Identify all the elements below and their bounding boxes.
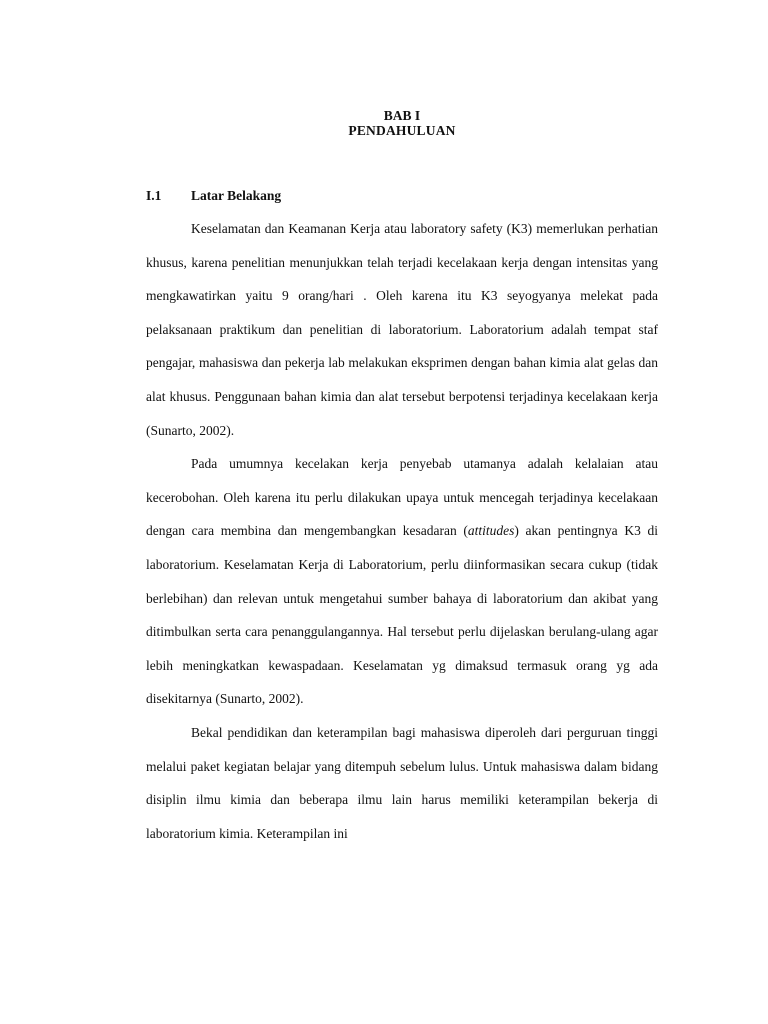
paragraph-1: Keselamatan dan Keamanan Kerja atau laboratory safety (K3) memerlukan perhatian khusus, karena penelitian menunjukkan telah terjadi kecelakaan kerja dengan intensitas yang mengkawatirkan yaitu 9 orang/hari . Oleh karena itu K3 seyogyanya melekat pada pelaksanaan praktikum dan penelitian di laboratorium. Laboratorium adalah tempat staf pengajar, mahasiswa dan pekerja lab melakukan eksprimen dengan bahan kimia alat gelas dan alat khusus. Penggunaan bahan kimia dan alat tersebut berpotensi terjadinya kecelakaan kerja (Sunarto, 2002). [146, 221, 658, 438]
chapter-title: PENDAHULUAN [348, 123, 456, 138]
section-number: I.1 [146, 188, 162, 203]
paragraph-2 [146, 447, 658, 716]
section-heading [146, 187, 281, 204]
body-text [146, 212, 658, 850]
paragraph-2-italic-term: attitudes [467, 523, 515, 539]
section-title: Latar Belakang [191, 188, 282, 203]
paragraph-3: Bekal pendidikan dan keterampilan bagi mahasiswa diperoleh dari perguruan tinggi melalui paket kegiatan belajar yang ditempuh sebelum lulus. Untuk mahasiswa dalam bidang disiplin ilmu kimia dan beberapa ilmu lain harus memiliki keterampilan bekerja di laboratorium kimia. Keterampilan ini [146, 724, 658, 841]
paragraph-2-part-2: ) akan pentingnya K3 di laboratorium. Keselamatan Kerja di Laboratorium, perlu diinformasikan secara cukup (tidak berlebihan) dan relevan untuk mengetahui sumber bahaya di laboratorium dan akibat yang ditimbulkan serta cara penanggulangannya. Hal tersebut perlu dijelaskan berulang-ulang agar lebih meningkatkan kewaspadaan. Keselamatan yg dimaksud termasuk orang yg ada disekitarnya (Sunarto, 2002). [146, 523, 658, 707]
paragraph-2-part-1: Pada umumnya kecelakan kerja penyebab utamanya adalah kelalaian atau kecerobohan. Oleh karena itu perlu dilakukan upaya untuk mencegah terjadinya kecelakaan dengan cara membina dan mengembangkan kesadaran ( [146, 456, 658, 539]
chapter-number: BAB I [383, 108, 421, 123]
